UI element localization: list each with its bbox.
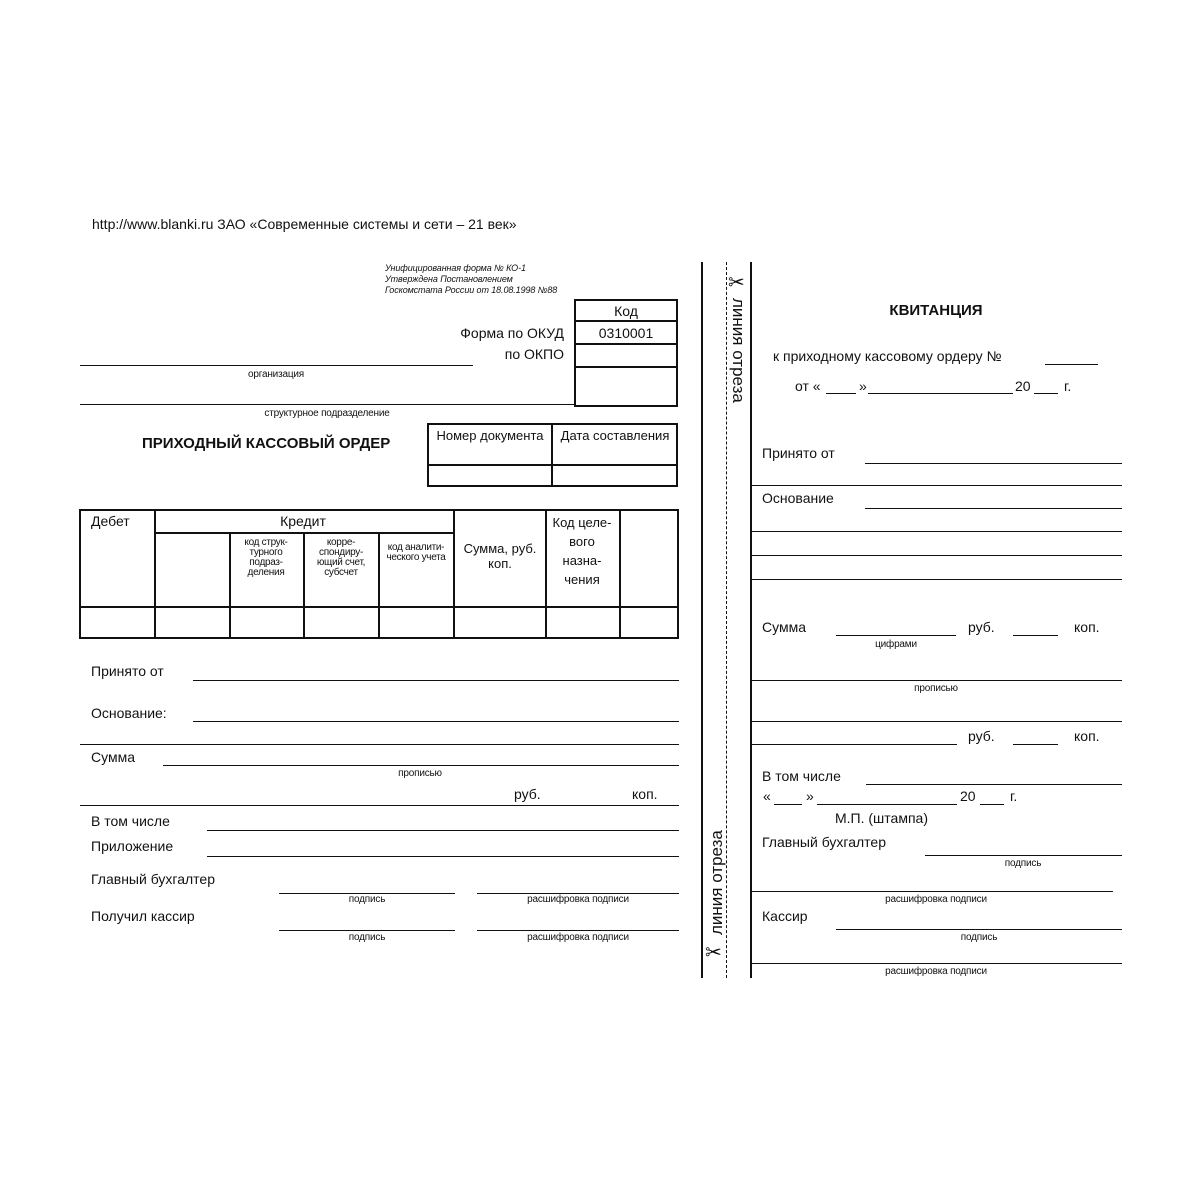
subdivision-caption: структурное подразделение: [264, 408, 390, 419]
sum-cell[interactable]: [455, 608, 544, 637]
organization-line[interactable]: [80, 365, 473, 366]
kop-label: коп.: [632, 786, 658, 802]
receipt-date-month-line[interactable]: [817, 804, 957, 805]
receipt-date-close: »: [806, 788, 814, 804]
receipt-words-caption: прописью: [914, 683, 958, 694]
right-strip-border: [750, 262, 752, 978]
struct-code-header: код струк- турного подраз- деления: [244, 537, 288, 578]
organization-caption: организация: [248, 369, 304, 380]
sum-header: Сумма, руб. коп.: [463, 541, 537, 571]
form-meta-line3: Госкомстата России от 18.08.1998 №88: [385, 285, 558, 295]
receipt-date-year: 20: [960, 788, 976, 804]
attachment-line[interactable]: [207, 856, 679, 857]
receipt-sum-words-line[interactable]: [752, 680, 1122, 681]
analytic-code-cell[interactable]: [380, 608, 452, 637]
cut-line-text-top: линия отреза: [729, 298, 748, 403]
receipt-basis-label: Основание: [762, 490, 834, 506]
chief-decode-caption: расшифровка подписи: [527, 894, 629, 905]
receipt-day-line[interactable]: [826, 393, 856, 394]
receipt-date-year-line[interactable]: [980, 804, 1004, 805]
debit-header: Дебет: [91, 513, 130, 529]
receipt-chief-label: Главный бухгалтер: [762, 834, 886, 850]
corr-account-header: корре- спондиру- ющий счет, субсчет: [316, 537, 366, 578]
okpo-label: по ОКПО: [504, 346, 564, 362]
receipt-title: КВИТАНЦИЯ: [889, 302, 983, 319]
receipt-date-year-suffix: г.: [1010, 788, 1018, 804]
receipt-basis-line-3[interactable]: [752, 555, 1122, 556]
purpose-code-header: Код целе- вого назна- чения: [552, 515, 612, 587]
analytic-code-header: код аналити- ческого учета: [386, 542, 446, 563]
receipt-received-line[interactable]: [865, 463, 1122, 464]
receipt-received-line-2[interactable]: [752, 485, 1122, 486]
form-meta-line2: Утверждена Постановлением: [385, 274, 513, 284]
including-line[interactable]: [207, 830, 679, 831]
corr-account-cell[interactable]: [305, 608, 377, 637]
receipt-stamp: М.П. (штампа): [835, 810, 928, 826]
credit-header: Кредит: [280, 513, 326, 529]
receipt-basis-line[interactable]: [865, 508, 1122, 509]
receipt-rub-label: руб.: [968, 619, 995, 635]
sum-words-line[interactable]: [163, 765, 679, 766]
receipt-sum-digits-line[interactable]: [836, 635, 956, 636]
receipt-basis-line-4[interactable]: [752, 579, 1122, 580]
chief-signature-caption: подпись: [348, 894, 386, 905]
form-meta-line1: Унифицированная форма № КО-1: [385, 263, 526, 273]
receipt-kop-label: коп.: [1074, 619, 1100, 635]
publisher-header: http://www.blanki.ru ЗАО «Современные системы и сети – 21 век»: [92, 216, 517, 232]
receipt-including-line[interactable]: [866, 784, 1122, 785]
receipt-chief-signature-caption: подпись: [1004, 858, 1042, 869]
basis-label: Основание:: [91, 705, 167, 721]
sum-line-2[interactable]: [80, 805, 679, 806]
receipt-kop-line-2[interactable]: [1013, 744, 1058, 745]
receipt-to-order: к приходному кассовому ордеру №: [773, 348, 1002, 364]
sum-words-caption: прописью: [398, 768, 442, 779]
receipt-chief-signature-line[interactable]: [925, 855, 1122, 856]
receipt-sum-words-line-2[interactable]: [752, 721, 1122, 722]
receipt-chief-decode-caption: расшифровка подписи: [885, 894, 987, 905]
credit-cell[interactable]: [156, 608, 228, 637]
attachment-label: Приложение: [91, 838, 174, 854]
cashier-signature-caption: подпись: [348, 932, 386, 943]
doc-date-label: Дата составления: [560, 428, 670, 443]
receipt-digits-caption: цифрами: [875, 639, 917, 650]
receipt-received-label: Принято от: [762, 445, 835, 461]
cashier-decode-line[interactable]: [477, 930, 679, 931]
chief-accountant-label: Главный бухгалтер: [91, 871, 215, 887]
receipt-chief-decode-line[interactable]: [752, 891, 1113, 892]
receipt-year: 20: [1015, 378, 1031, 394]
purpose-code-cell[interactable]: [547, 608, 618, 637]
received-from-label: Принято от: [91, 663, 164, 679]
receipt-cashier-signature-caption: подпись: [960, 932, 998, 943]
doc-number-label: Номер документа: [436, 428, 544, 443]
receipt-cashier-label: Кассир: [762, 908, 808, 924]
receipt-including-label: В том числе: [762, 768, 841, 784]
receipt-kop-label-2: коп.: [1074, 728, 1100, 744]
receipt-from-close: »: [859, 378, 867, 394]
including-label: В том числе: [91, 813, 170, 829]
cut-line-text-bottom: линия отреза: [707, 830, 726, 935]
receipt-rub-label-2: руб.: [968, 728, 995, 744]
sum-label: Сумма: [91, 749, 135, 765]
receipt-cashier-decode-line[interactable]: [752, 963, 1122, 964]
receipt-kop-digits-line[interactable]: [1013, 635, 1058, 636]
kod-label: Код: [614, 303, 638, 319]
received-from-line[interactable]: [193, 680, 679, 681]
okud-value: 0310001: [598, 325, 654, 341]
receipt-year-line[interactable]: [1034, 393, 1058, 394]
receipt-year-suffix: г.: [1064, 378, 1072, 394]
receipt-sum-words-line-3[interactable]: [752, 744, 957, 745]
scissors-bottom-icon: ✂: [705, 942, 722, 964]
receipt-sum-label: Сумма: [762, 619, 806, 635]
scissors-top-icon: ✂: [728, 272, 745, 294]
cashier-signature-line[interactable]: [279, 930, 455, 931]
debit-cell[interactable]: [81, 608, 153, 637]
receipt-cashier-signature-line[interactable]: [836, 929, 1122, 930]
cashier-decode-caption: расшифровка подписи: [527, 932, 629, 943]
order-title: ПРИХОДНЫЙ КАССОВЫЙ ОРДЕР: [142, 435, 391, 452]
receipt-date-day-line[interactable]: [774, 804, 802, 805]
left-strip-border: [701, 262, 703, 978]
subdivision-line[interactable]: [80, 404, 574, 405]
receipt-basis-line-2[interactable]: [752, 531, 1122, 532]
receipt-from-open: от «: [795, 378, 821, 394]
receipt-order-number-line[interactable]: [1045, 364, 1098, 365]
receipt-cashier-decode-caption: расшифровка подписи: [885, 966, 987, 977]
receipt-month-line[interactable]: [868, 393, 1013, 394]
basis-line-2[interactable]: [80, 744, 679, 745]
cashier-received-label: Получил кассир: [91, 908, 195, 924]
rub-label: руб.: [514, 786, 541, 802]
receipt-date-open: «: [763, 788, 771, 804]
struct-code-cell[interactable]: [231, 608, 302, 637]
basis-line[interactable]: [193, 721, 679, 722]
okud-label: Форма по ОКУД: [460, 325, 564, 341]
